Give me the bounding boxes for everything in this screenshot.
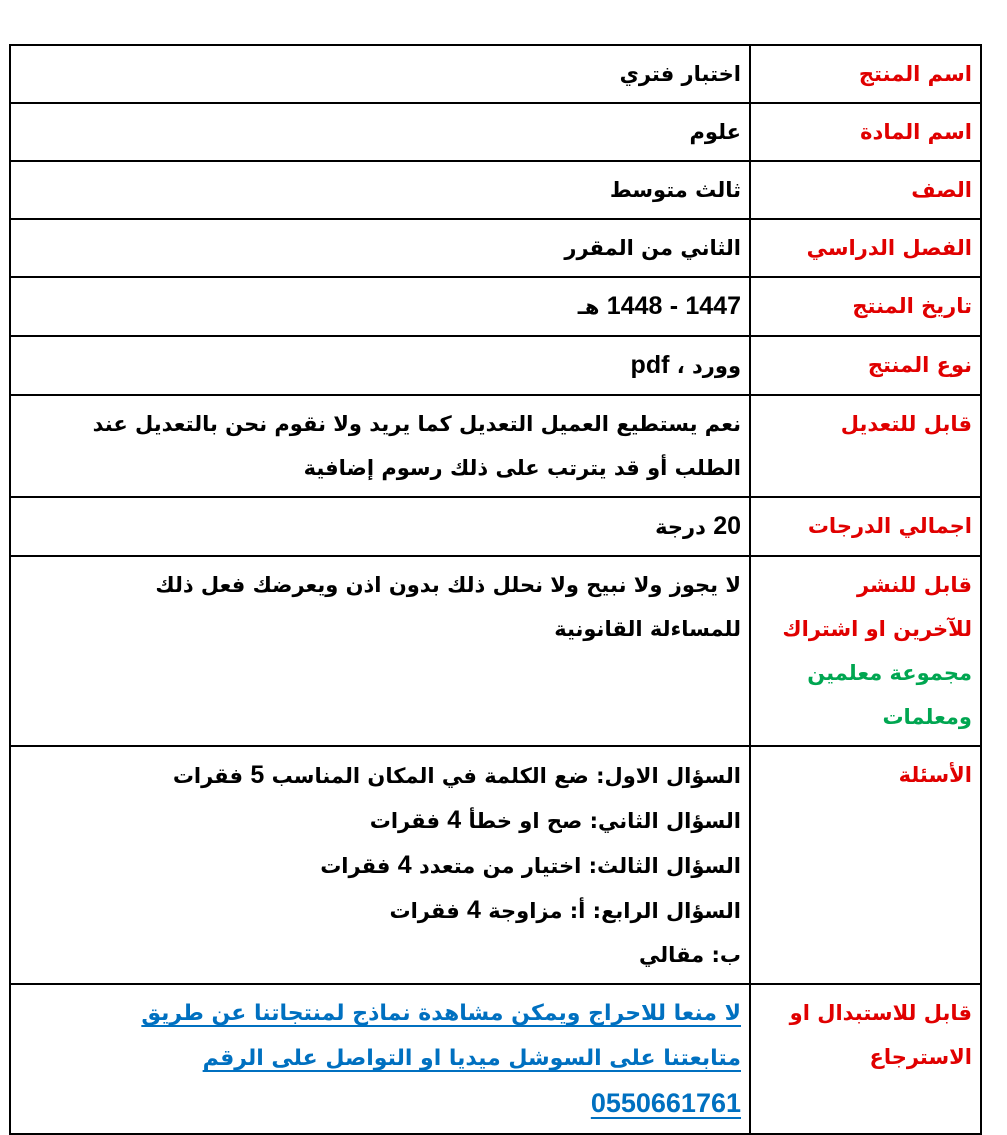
value-type <box>10 336 750 395</box>
row-editable <box>10 395 981 497</box>
label-editable: قابل للتعديل <box>750 395 981 497</box>
refund-line-1 <box>19 991 741 1036</box>
question-2-count: 4 <box>447 806 462 834</box>
label-publish <box>750 556 981 746</box>
row-product-name <box>10 45 981 103</box>
editable-line-1: نعم يستطيع العميل التعديل كما يريد ولا نقوم نحن بالتعديل عند <box>92 412 741 436</box>
product-info-table <box>9 44 982 1135</box>
publish-label-4: ومعلمات <box>882 705 972 729</box>
label-date: تاريخ المنتج <box>750 277 981 336</box>
question-2 <box>19 798 741 843</box>
question-4-unit: فقرات <box>389 899 460 923</box>
type-word: وورد ، <box>676 354 741 378</box>
refund-line-3 <box>19 1081 741 1127</box>
value-semester: الثاني من المقرر <box>10 219 750 277</box>
question-1-count: 5 <box>250 761 265 789</box>
question-1-text: السؤال الاول: ضع الكلمة في المكان المناسب <box>271 764 741 788</box>
value-editable <box>10 395 750 497</box>
value-total-marks <box>10 497 750 556</box>
refund-line-2 <box>19 1036 741 1081</box>
hijri-suffix: هـ <box>577 295 600 319</box>
question-4 <box>19 888 741 933</box>
question-3 <box>19 843 741 888</box>
value-date <box>10 277 750 336</box>
marks-number: 20 <box>713 512 741 540</box>
row-date <box>10 277 981 336</box>
publish-label-3: مجموعة معلمين <box>807 661 972 685</box>
question-3-unit: فقرات <box>320 854 391 878</box>
row-type <box>10 336 981 395</box>
year-start: 1447 <box>685 292 741 320</box>
marks-unit: درجة <box>655 515 706 539</box>
question-4-count: 4 <box>467 896 481 924</box>
type-pdf: pdf <box>630 351 670 379</box>
refund-label-1: قابل للاستبدال او <box>789 1001 972 1025</box>
label-type: نوع المنتج <box>750 336 981 395</box>
phone-number-link[interactable]: 0550661761 <box>590 1088 741 1118</box>
publish-line-2: للمساءلة القانونية <box>554 617 741 641</box>
label-semester: الفصل الدراسي <box>750 219 981 277</box>
label-questions: الأسئلة <box>750 746 981 984</box>
row-subject <box>10 103 981 161</box>
question-4-text: السؤال الرابع: أ: مزاوجة <box>488 899 741 923</box>
row-grade <box>10 161 981 219</box>
value-subject: علوم <box>10 103 750 161</box>
row-refund <box>10 984 981 1134</box>
question-1 <box>19 753 741 798</box>
row-publish <box>10 556 981 746</box>
row-questions <box>10 746 981 984</box>
label-refund <box>750 984 981 1134</box>
question-5: ب: مقالي <box>639 943 741 967</box>
refund-label-2: الاسترجاع <box>869 1045 972 1069</box>
value-refund <box>10 984 750 1134</box>
label-product-name: اسم المنتج <box>750 45 981 103</box>
label-total-marks: اجمالي الدرجات <box>750 497 981 556</box>
refund-link-2[interactable]: متابعتنا على السوشل ميديا او التواصل على الرقم <box>202 1046 741 1071</box>
label-grade: الصف <box>750 161 981 219</box>
year-separator: - <box>669 292 679 320</box>
editable-line-2: الطلب أو قد يترتب على ذلك رسوم إضافية <box>303 456 741 480</box>
row-total-marks <box>10 497 981 556</box>
value-grade: ثالث متوسط <box>10 161 750 219</box>
refund-link-1[interactable]: لا منعا للاحراج ويمكن مشاهدة نماذج لمنتجاتنا عن طريق <box>141 1001 741 1026</box>
publish-label-1: قابل للنشر <box>856 573 972 597</box>
value-publish <box>10 556 750 746</box>
question-3-count: 4 <box>397 851 412 879</box>
value-product-name: اختبار فتري <box>10 45 750 103</box>
year-end: 1448 <box>606 292 663 320</box>
publish-line-1: لا يجوز ولا نبيح ولا نحلل ذلك بدون اذن ويعرضك فعل ذلك <box>155 573 741 597</box>
question-3-text: السؤال الثالث: اختيار من متعدد <box>418 854 741 878</box>
question-1-unit: فقرات <box>172 764 244 788</box>
question-2-unit: فقرات <box>369 809 440 833</box>
value-questions <box>10 746 750 984</box>
label-subject: اسم المادة <box>750 103 981 161</box>
row-semester <box>10 219 981 277</box>
question-2-text: السؤال الثاني: صح او خطأ <box>468 809 741 833</box>
publish-label-2: للآخرين او اشتراك <box>782 617 972 641</box>
